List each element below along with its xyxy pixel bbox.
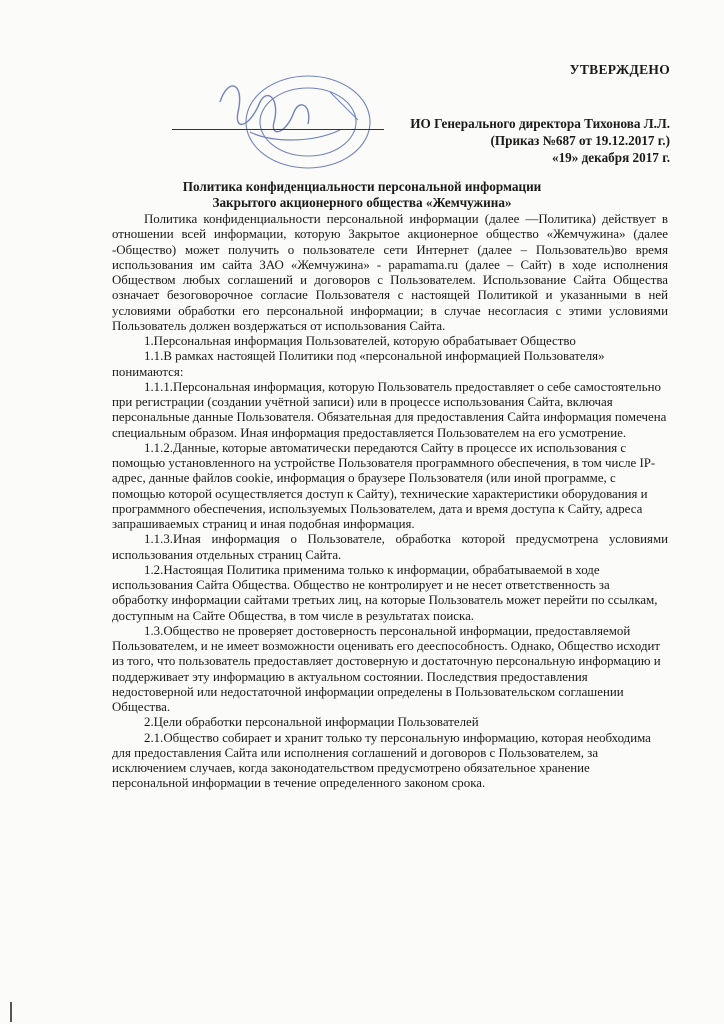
title-line-1: Политика конфиденциальности персональной информации xyxy=(182,179,542,194)
title-line-2: Закрытого акционерного общества «Жемчужина» xyxy=(212,195,512,210)
paragraph-1-1-1: 1.1.1.Персональная информация, которую Пользователь предоставляет о себе самостоятельно при регистрации (создании учётной записи) или в процессе использования Сайта, включая персональные данные Пользователя. Обязательная для предоставления Сайта информация помечена специальным образом. Иная информация предоставляется Пользователем на его усмотрение. xyxy=(112,379,667,440)
section-1-heading: 1.Персональная информация Пользователей, которую обрабатывает Общество xyxy=(144,334,576,348)
signatory-block xyxy=(410,115,670,166)
document-body xyxy=(112,212,668,792)
document-title xyxy=(0,179,724,211)
paragraph-1-3: 1.3.Общество не проверяет достоверность персональной информации, предоставляемой Пользователем, и не имеет возможности оценивать его дееспособность. Однако, Общество исходит из того, что пользователь предоставляет достоверную и достаточную персональную информацию и поддерживает эту информацию в актуальном состоянии. Последствия предоставления недостоверной или недостаточной информации определены в Пользовательском соглашении Общества. xyxy=(112,623,661,714)
approved-label: УТВЕРЖДЕНО xyxy=(569,62,670,77)
signature-line xyxy=(172,129,384,130)
paragraph-1-1-3: 1.1.3.Иная информация о Пользователе, обработка которой предусмотрена условиями использования отдельных страниц Сайта. xyxy=(112,532,668,562)
signatory-position: ИО Генерального директора Тихонова Л.Л. xyxy=(410,116,670,131)
approval-date: «19» декабря 2017 г. xyxy=(551,150,670,165)
paragraph-1-1-2: 1.1.2.Данные, которые автоматически передаются Сайту в процессе их использования с помощью установленного на устройстве Пользователя программного обеспечения, в том числе IP-адрес, данные файлов cookie, информация о браузере Пользователя (или иной программе, с помощью которой осуществляется доступ к Сайту), технические характеристики оборудования и программного обеспечения, используемых Пользователем, дата и время доступа к Сайту, адреса запрашиваемых страниц и иная подобная информация. xyxy=(112,440,656,531)
paragraph-1-1: 1.1.В рамках настоящей Политики под «персональной информацией Пользователя» понимаются: xyxy=(112,349,605,379)
paragraph-intro: Политика конфиденциальности персональной информации (далее —Политика) действует в отношении всей информации, которую Закрытое акционерное общество «Жемчужина» (далее -Общество) может получить о пользователе сети Интернет (далее – Пользователь)во время использования им сайта ЗАО «Жемчужина» - papamama.ru (далее – Сайт) в ходе исполнения Обществом любых соглашений и договоров с Пользователем. Использование Сайта Общества означает безоговорочное согласие Пользователя с настоящей Политикой и указанными в ней условиями обработки его персональной информации; в случае несогласия с этими условиями Пользователь должен воздержаться от использования Сайта. xyxy=(112,212,668,333)
scan-edge-mark xyxy=(10,1002,12,1022)
paragraph-1-2: 1.2.Настоящая Политика применима только к информации, обрабатываемой в ходе использования Сайта Общества. Общество не контролирует и не несет ответственность за обработку информации сайтами третьих лиц, на которые Пользователь может перейти по ссылкам, доступным на Сайте Общества, в том числе в результатах поиска. xyxy=(112,562,658,623)
paragraph-2-1: 2.1.Общество собирает и хранит только ту персональную информацию, которая необходима для предоставления Сайта или исполнения соглашений и договоров с Пользователем, за исключением случаев, когда законодательством предусмотрено обязательное хранение персональной информации в течение определенного законом срока. xyxy=(112,730,651,791)
section-2-heading: 2.Цели обработки персональной информации Пользователей xyxy=(144,715,479,730)
order-reference: (Приказ №687 от 19.12.2017 г.) xyxy=(490,133,670,148)
stamp-and-signature xyxy=(190,72,400,172)
